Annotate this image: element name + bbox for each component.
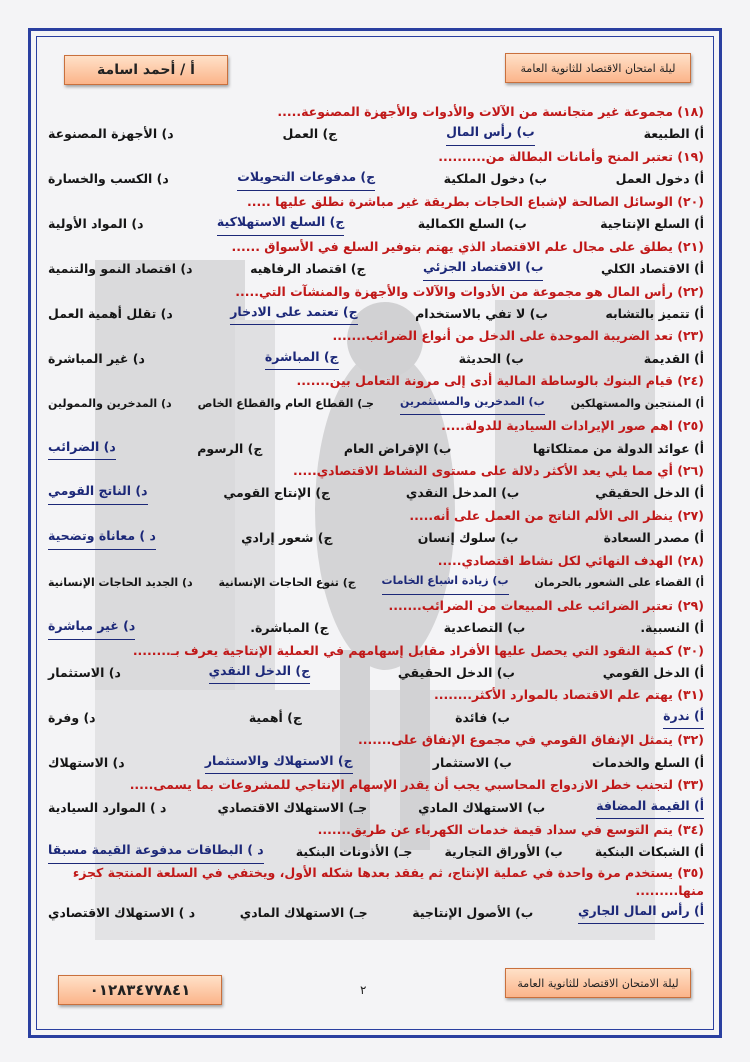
page-number: ٢ [360,983,367,997]
options-row [48,213,704,235]
options-row [48,707,704,729]
question-text: (٣١) يهتم علم الاقتصاد بالموارد الأكثر........ [434,687,704,703]
option: ج) شعور إرادي [241,530,333,546]
options-row [48,902,704,924]
option-correct-answer: أ) القيمة المضافة [596,797,704,819]
author-name: أ / أحمد اسامة [97,62,195,78]
option: د) وفرة [48,709,96,725]
options-row [48,393,704,415]
option: أ) الشبكات البنكية [594,844,704,860]
option: د ) الاستهلاك الاقتصادي [48,904,196,920]
header-title: ليلة امتحان الاقتصاد للثانوية العامة [520,61,676,75]
options-row [48,348,704,370]
option-correct-answer: ب) الاقتصاد الجزئي [423,258,543,280]
option: أ) الدخل القومي [602,664,704,680]
option: جـ) القطاع العام والقطاع الخاص [197,396,374,410]
options-row [48,258,704,280]
question-text: (٣٢) يتمثل الإنفاق القومي في مجموع الإنفاق على....... [358,732,704,748]
option: أ) تتميز بالتشابه [605,305,704,321]
question-text: (١٩) تعتبر المنح وأمانات البطالة من.......... [438,148,704,164]
options-row [48,168,704,190]
option: د) تقلل أهمية العمل [48,305,173,321]
footer-title: ليلة الامتحان الاقتصاد للثانوية العامة [517,976,679,990]
option-correct-answer: د) الضرائب [48,438,116,460]
option: ج) العمل [282,126,338,142]
option: د) الجديد الحاجات الإنسانية [48,576,193,590]
header-title-plate [505,53,691,83]
option-correct-answer: أ) رأس المال الجاري [578,902,704,924]
option: ب) الإقراض العام [343,440,452,456]
option: أ) الطبيعة [643,126,704,142]
option: د) غير المباشرة [48,350,145,366]
option-correct-answer: ج) الاستهلاك والاستثمار [205,752,353,774]
options-row [48,752,704,774]
option-correct-answer: ب) رأس المال [446,123,535,145]
option: د) الكسب والخسارة [48,171,169,187]
question-text: (٢٢) رأس المال هو مجموعة من الأدوات والآلات والأجهزة والمنشآت التي..... [235,283,704,299]
option: ب) دخول الملكية [443,171,548,187]
option: أ) دخول العمل [615,171,704,187]
options-row [48,572,704,594]
question-text: (٢٩) تعتبر الضرائب على المبيعات من الضرائب....... [388,597,704,613]
option: أ) السلع والخدمات [591,754,704,770]
options-row [48,438,704,460]
options-row [48,662,704,684]
option: ب) الأوراق التجارية [444,844,563,860]
option-correct-answer: ج) تعتمد على الادخار [230,303,357,325]
question-text: (٢٣) تعد الضريبة الموحدة على الدخل من أنواع الضرائب....... [332,328,704,344]
option-correct-answer: د ) البطاقات مدفوعة القيمة مسبقا [48,841,264,863]
option: ج) اقتصاد الرفاهيه [250,261,366,277]
options-row [48,797,704,819]
option-correct-answer: د) الناتج القومي [48,482,148,504]
phone-number: ٠١٢٨٣٤٧٧٨٤١ [89,981,191,999]
phone-plate [58,975,222,1005]
question-text: (٢١) يطلق على مجال علم الاقتصاد الذي يهتم بتوفير السلع في الأسواق ...... [231,238,704,254]
question-text: (١٨) مجموعة غير متجانسة من الآلات والأدوات والأجهزة المصنوعة..... [277,104,704,119]
option: ب) لا تفي بالاستخدام [415,305,548,321]
question-text: (٣٥) يستخدم مرة واحدة في عملية الإنتاج، ثم يفقد بعدها شكله الأول، ويختفي في السلعة المنتجة كجزء منها......... [72,864,704,898]
option: جـ) الاستهلاك الاقتصادي [217,799,368,815]
option-correct-answer: د) غير مباشرة [48,617,135,639]
option: أ) الاقتصاد الكلي [600,261,704,277]
option: جـ) الاستهلاك المادي [239,904,368,920]
option: أ) الدخل الحقيقي [595,485,704,501]
question-text: (٣٣) لتجنب خطر الازدواج المحاسبي يجب أن يقدر الإسهام الإنتاجي للمشروعات بما يسمى..... [129,777,704,793]
author-plate [64,55,228,85]
option: أ) القديمة [643,350,704,366]
option: أ) عوائد الدولة من ممتلكاتها [532,440,704,456]
option: د) الاستهلاك [48,754,125,770]
question-text: (٢٥) اهم صور الإيرادات السيادية للدولة..... [441,418,704,434]
option: د) الأجهزة المصنوعة [48,126,174,142]
option: ب) التصاعدية [443,620,526,636]
option: ج) تنوع الحاجات الإنسانية [218,576,356,590]
options-row [48,617,704,639]
option: ب) سلوك إنسان [417,530,519,546]
options-row [48,303,704,325]
question-text: (٢٨) الهدف النهائي لكل نشاط اقتصادي..... [437,552,704,568]
option: أ) المنتجين والمستهلكين [570,396,704,410]
option-correct-answer: ب) زيادة اشباع الخامات [382,572,509,594]
option: د) اقتصاد النمو والتنمية [48,261,193,277]
question-text: (٣٤) يتم التوسع في سداد قيمة خدمات الكهرباء عن طريق....... [317,822,704,837]
option-correct-answer: ج) الدخل النقدي [209,662,311,684]
options-row [48,841,704,863]
option-correct-answer: د ) معاناة وتضحية [48,527,156,549]
question-text: (٢٠) الوسائل الصالحة لإشباع الحاجات بطريقة غير مباشرة نطلق عليها ..... [246,193,704,209]
question-text: (٢٤) قيام البنوك بالوساطة المالية أدى إلى مرونة التعامل بين....... [296,373,704,389]
questions-list [48,101,704,924]
option: ج) الرسوم [197,440,263,456]
options-row [48,527,704,549]
option: ب) الاستثمار [432,754,512,770]
option: د ) الموارد السيادية [48,799,167,815]
option-correct-answer: ب) المدخرين والمستثمرين [400,393,545,415]
option: أ) مصدر السعادة [603,530,704,546]
option-correct-answer: أ) ندرة [663,707,704,729]
option: ج) أهمية [248,709,302,725]
option: أ) القضاء على الشعور بالحرمان [534,576,704,590]
option-correct-answer: ج) المباشرة [265,348,339,370]
option: جـ) الأذونات البنكية [295,844,413,860]
footer-title-plate [505,968,691,998]
option: ب) فائدة [455,709,510,725]
option: ج) المباشرة. [250,620,329,636]
options-row [48,123,704,145]
option: أ) النسبية. [640,620,704,636]
question-text: (٢٧) ينظر الى الألم الناتج من العمل على أنه..... [409,507,704,523]
option-correct-answer: ج) السلع الاستهلاكية [217,213,344,235]
question-text: (٣٠) كمية النقود التي يحصل عليها الأفراد مقابل إسهامهم في العملية الإنتاجية يعرف بـ........ [132,642,704,658]
option: ب) السلع الكمالية [417,216,527,232]
option: ب) الحديثة [458,350,524,366]
option: ب) الدخل الحقيقي [397,664,515,680]
option: د) المدخرين والممولين [48,396,172,410]
option: د) الاستثمار [48,664,121,680]
option: ب) المدخل النقدي [405,485,520,501]
question-text: (٢٦) أي مما يلي يعد الأكثر دلالة على مستوى النشاط الاقتصادي..... [292,463,704,478]
option: د) المواد الأولية [48,216,144,232]
option: ب) الأصول الإنتاجية [412,904,534,920]
options-row [48,482,704,504]
option: أ) السلع الإنتاجية [600,216,704,232]
option-correct-answer: ج) مدفوعات التحويلات [237,168,375,190]
option: ج) الإنتاج القومي [223,485,331,501]
option: ب) الاستهلاك المادي [418,799,546,815]
